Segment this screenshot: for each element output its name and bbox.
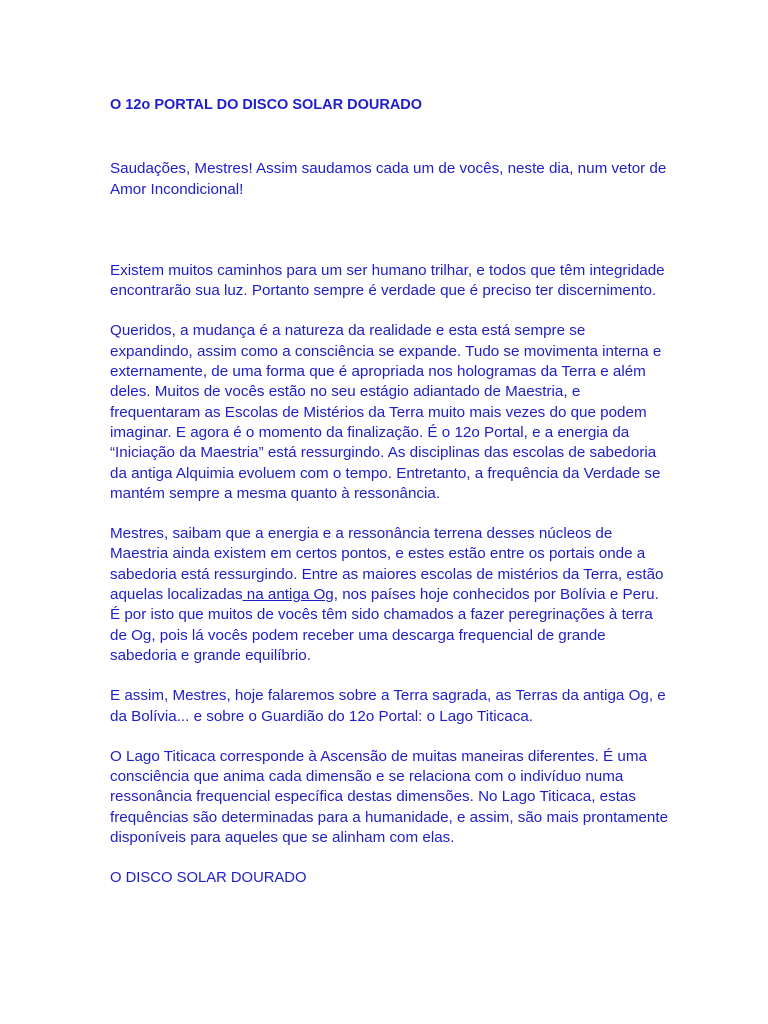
greeting-paragraph: Saudações, Mestres! Assim saudamos cada um de vocês, neste dia, num vetor de Amor Incondicional! [110,160,667,198]
spacer [110,301,670,321]
paragraph-3 [110,524,670,666]
section-heading: O DISCO SOLAR DOURADO [110,870,307,887]
og-link[interactable]: na antiga Og [242,586,334,604]
spacer [110,200,670,261]
spacer [110,666,670,686]
document-title: O 12o PORTAL DO DISCO SOLAR DOURADO [110,97,423,113]
spacer [110,115,670,159]
document-body [110,95,670,889]
paragraph-4: E assim, Mestres, hoje falaremos sobre a Terra sagrada, as Terras da antiga Og, e da Bolívia... e sobre o Guardião do 12o Portal: o Lago Titicaca. [110,687,666,725]
paragraph-2: Queridos, a mudança é a natureza da realidade e esta está sempre se expandindo, assim como a consciência se expande. Tudo se movimenta interna e externamente, de uma forma que é apropriada nos hologramas da Terra e além deles. Muitos de vocês estão no seu estágio adiantado de Maestria, e frequentaram as Escolas de Mistérios da Terra muito mais vezes do que podem imaginar. E agora é o momento da finalização. É o 12o Portal, e a energia da “Iniciação da Maestria” está ressurgindo. As disciplinas das escolas de sabedoria da antiga Alquimia evoluem com o tempo. Entretanto, a frequência da Verdade se mantém sempre a mesma quanto à ressonância. [110,322,662,502]
spacer [110,848,670,868]
paragraph-3-text-start: Mestres, saibam que a energia e a ressonância terrena desses núcleos de Maestria ainda existem em certos pontos, e estes estão entre os portais onde a sabedoria está ressurgindo. Entre as maiores escolas de mistérios da Terra, estão aquelas localizadas [110,525,664,604]
paragraph-1: Existem muitos caminhos para um ser humano trilhar, e todos que têm integridade encontrarão sua luz. Portanto sempre é verdade que é preciso ter discernimento. [110,261,665,300]
paragraph-5: O Lago Titicaca corresponde à Ascensão de muitas maneiras diferentes. É uma consciência que anima cada dimensão e se relaciona com o indivíduo numa ressonância frequencial específica destas dimensões. No Lago Titicaca, estas frequências são determinadas para a humanidade, e assim, são mais prontamente disponíveis para aqueles que se alinham com elas. [110,747,669,847]
spacer [110,727,670,747]
spacer [110,504,670,524]
paragraph-3-text-end: , nos países hoje conhecidos por Bolívia e Peru. É por isto que muitos de vocês têm sido chamados a fazer peregrinações à terra de Og, pois lá vocês podem receber uma descarga frequencial de grande sabedoria e grande equilíbrio. [110,586,659,664]
